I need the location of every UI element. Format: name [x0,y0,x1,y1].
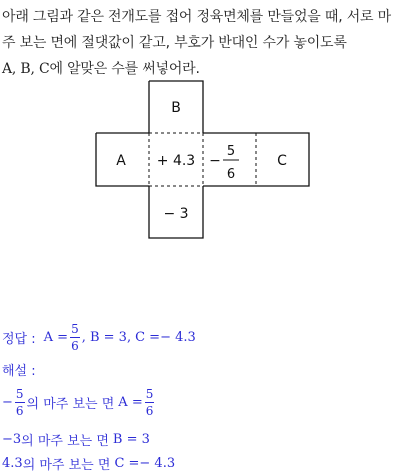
question-line-3-rest: 에 알맞은 수를 써넣어라. [49,61,200,77]
answer-a-eq: A = [43,329,69,345]
answer-a-fraction [70,323,80,352]
answer-line [2,322,196,352]
net-face-far-right-label: C [277,153,287,169]
net-face-left-label: A [116,153,126,169]
explanation-3-text: 의 마주 보는 면 [22,457,111,473]
explanation-1-result-fraction [145,388,155,417]
explanation-1-fraction [15,388,25,417]
explanation-line-3 [2,454,175,472]
answer-a-numerator: 5 [71,321,79,336]
net-face-top-label: B [171,100,181,116]
question-line-1: 아래 그림과 같은 전개도를 접어 정육면체를 만들었을 때, 서로 마 [2,9,391,25]
net-face-center-label: + 4.3 [156,153,196,169]
explanation-1-denominator: 6 [15,403,24,418]
answer-b-eq: , B = 3, [81,329,132,345]
explanation-1-eq: A = [118,394,143,410]
explanation-line-2 [2,430,150,448]
explanation-2-eq: B = 3 [112,431,150,447]
explanation-label: 해설 : [2,363,36,379]
explanation-3-eq: C =− 4.3 [114,455,176,471]
answer-label: 정답 : [2,331,36,347]
explanation-1-result-denominator: 6 [145,403,154,418]
explanation-2-text: 의 마주 보는 면 [21,433,109,449]
answer-a-denominator: 6 [71,338,79,353]
explanation-2-value: −3 [2,431,22,447]
question-variables: A, B, C [2,61,50,77]
explanation-1-numerator: 5 [15,386,24,401]
explanation-3-value: 4.3 [2,455,23,471]
net-face-right-numerator: 5 [226,144,236,159]
net-face-right-denominator: 6 [226,167,236,182]
net-face-right-minus: − [209,153,221,169]
question-line-2: 주 보는 면에 절댓값이 같고, 부호가 반대인 수가 놓이도록 [2,35,347,51]
explanation-line-1 [2,386,156,418]
explanation-1-minus: − [2,394,13,410]
explanation-1-text: 의 마주 보는 면 [26,396,115,412]
answer-c-eq: C =− 4.3 [135,329,196,345]
net-face-bottom-label: − 3 [163,206,189,222]
explanation-1-result-numerator: 5 [145,386,154,401]
